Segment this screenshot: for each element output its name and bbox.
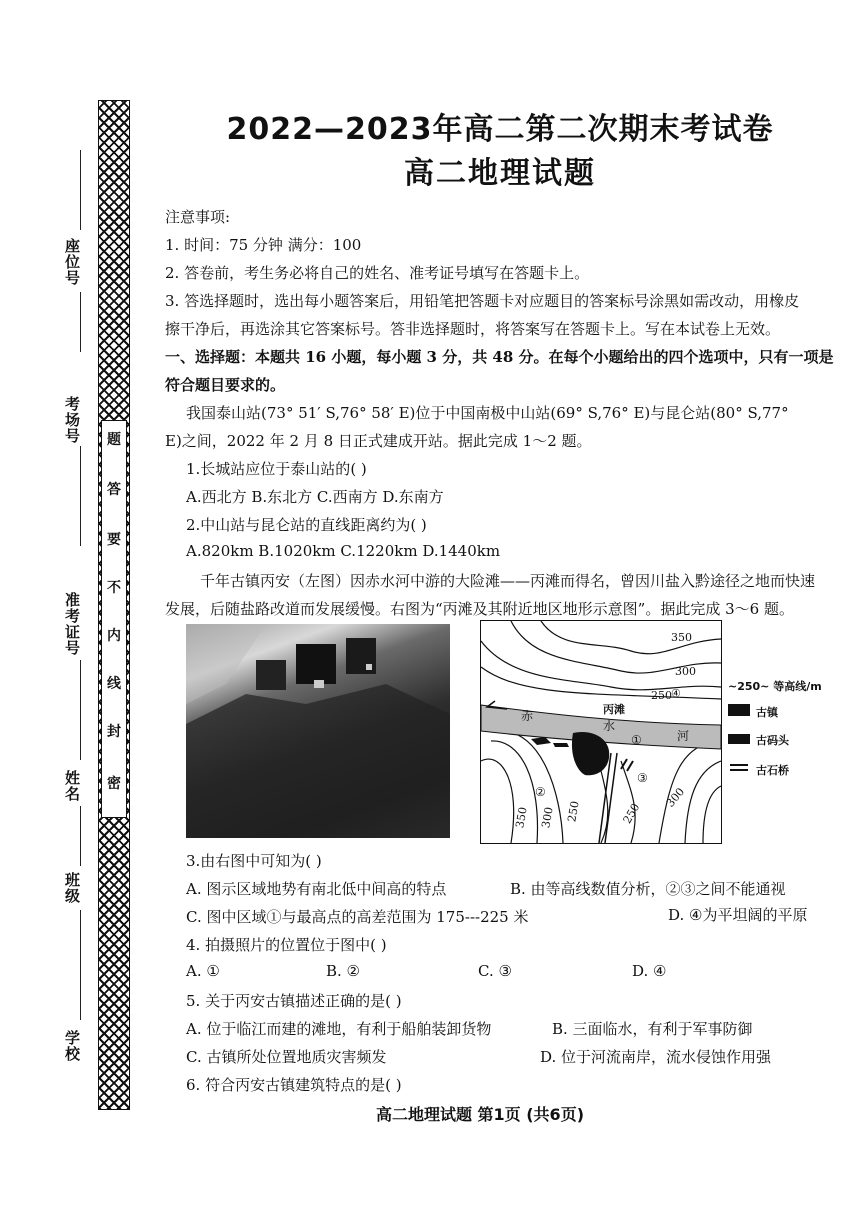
legend-town-swatch — [728, 704, 750, 716]
contour-label: 250 — [620, 801, 643, 826]
passage2-line2: 发展，后随盐路改道而发展缓慢。右图为“丙滩及其附近地区地形示意图”。据此完成 3～6 题。 — [165, 600, 794, 618]
q5-option-a: A. 位于临江而建的滩地，有利于船舶装卸货物 — [186, 1020, 492, 1038]
class-underline[interactable] — [80, 910, 81, 1020]
section-heading: 一、选择题：本题共 16 小题，每小题 3 分，共 48 分。在每个小题给出的四个选项中，只有一项是 — [165, 348, 834, 366]
seat-label: 座位号 — [63, 238, 81, 286]
q4-stem: 4. 拍摄照片的位置位于图中( ) — [186, 936, 387, 954]
river-char: 赤 — [521, 709, 534, 723]
contour-label: 300 — [663, 785, 688, 810]
seal-char: 封 — [107, 724, 121, 740]
q4-option-a: A. ① — [186, 962, 220, 980]
terrain-map — [480, 620, 722, 844]
section-heading-cont: 符合题目要求的。 — [165, 376, 286, 394]
exam-subtitle: 高二地理试题 — [404, 156, 596, 191]
passage1-line2: E)之间，2022 年 2 月 8 日正式建成开站。据此完成 1～2 题。 — [165, 432, 592, 450]
legend-bridge-swatch — [730, 764, 748, 766]
page-footer: 高二地理试题 第1页 (共6页) — [375, 1105, 585, 1124]
q3-option-b: B. 由等高线数值分析，②③之间不能通视 — [510, 880, 786, 898]
contour-label: 350 — [671, 631, 692, 644]
river-char: 河 — [677, 729, 690, 743]
contour-label: 250 — [651, 689, 672, 702]
q3-option-a: A. 图示区域地势有南北低中间高的特点 — [186, 880, 447, 898]
note-3a: 3. 答选择题时，选出每小题答案后，用铅笔把答题卡对应题目的答案标号涂黑如需改动，用橡皮 — [165, 292, 800, 310]
note-2: 2. 答卷前，考生务必将自己的姓名、准考证号填写在答题卡上。 — [165, 264, 590, 282]
notes-heading: 注意事项: — [165, 208, 231, 226]
legend-bridge: 古石桥 — [756, 764, 789, 777]
exam-title: 2022—2023年高二第二次期末考试卷 — [226, 112, 774, 147]
seat-underline[interactable] — [80, 150, 81, 230]
legend-dock-swatch — [728, 734, 750, 744]
town-photo — [186, 624, 450, 838]
seal-char: 要 — [107, 532, 121, 548]
point-4-marker: ④ — [671, 687, 681, 700]
seal-char: 答 — [107, 482, 121, 498]
name-underline[interactable] — [80, 806, 81, 866]
room-label: 考场号 — [63, 396, 81, 444]
legend-contour: ~250~ 等高线/m — [728, 680, 822, 693]
class-label: 班级 — [63, 872, 81, 904]
seal-char: 不 — [107, 580, 121, 596]
exam-id-underline[interactable] — [80, 660, 81, 760]
q6-stem: 6. 符合丙安古镇建筑特点的是( ) — [186, 1076, 402, 1094]
seat-underline-2 — [80, 292, 81, 352]
seal-char: 题 — [107, 432, 121, 448]
passage1-line1: 我国泰山站(73° 51′ S,76° 58′ E)位于中国南极中山站(69° S,76° E)与昆仑站(80° S,77° — [186, 404, 789, 422]
note-1: 1. 时间：75 分钟 满分：100 — [165, 236, 362, 254]
school-label: 学校 — [63, 1030, 81, 1062]
passage2-line1: 千年古镇丙安（左图）因赤水河中游的大险滩——丙滩而得名，曾因川盐入黔途径之地而快速 — [200, 572, 816, 590]
name-label: 姓名 — [63, 770, 81, 802]
contour-label: 250 — [565, 800, 582, 823]
q3-stem: 3.由右图中可知为( ) — [186, 852, 322, 870]
q5-stem: 5. 关于丙安古镇描述正确的是( ) — [186, 992, 402, 1010]
q1-options: A.西北方 B.东北方 C.西南方 D.东南方 — [186, 488, 444, 506]
q2-options: A.820km B.1020km C.1220km D.1440km — [186, 542, 501, 560]
seal-char: 密 — [107, 776, 121, 792]
q5-option-c: C. 古镇所处位置地质灾害频发 — [186, 1048, 387, 1066]
q3-option-d: D. ④为平坦阔的平原 — [668, 906, 808, 924]
q4-option-d: D. ④ — [632, 962, 667, 980]
seal-char: 内 — [107, 628, 121, 644]
seal-char: 线 — [107, 676, 121, 692]
q3-option-c: C. 图中区域①与最高点的高差范围为 175---225 米 — [186, 908, 529, 926]
contour-label: 350 — [513, 806, 530, 829]
note-3b: 擦干净后，再选涂其它答案标号。答非选择题时，将答案写在答题卡上。写在本试卷上无效。 — [165, 320, 781, 338]
river-char: 水 — [603, 719, 616, 733]
town-photo-art — [186, 624, 450, 838]
point-1-marker: ① — [631, 733, 642, 747]
contour-label: 300 — [539, 806, 556, 829]
q5-option-b: B. 三面临水，有利于军事防御 — [552, 1020, 753, 1038]
point-3-marker: ③ — [637, 771, 648, 785]
bingtan-label: 丙滩 — [603, 703, 625, 716]
exam-id-label: 准考证号 — [63, 592, 81, 656]
q4-option-c: C. ③ — [478, 962, 512, 980]
legend-dock: 古码头 — [756, 734, 789, 747]
contour-label: 300 — [675, 665, 696, 678]
q5-option-d: D. 位于河流南岸，流水侵蚀作用强 — [540, 1048, 772, 1066]
q2-stem: 2.中山站与昆仑站的直线距离约为( ) — [186, 516, 427, 534]
q1-stem: 1.长城站应位于泰山站的( ) — [186, 460, 367, 478]
point-2-marker: ② — [535, 785, 546, 799]
room-underline[interactable] — [80, 446, 81, 546]
q4-option-b: B. ② — [326, 962, 361, 980]
legend-town: 古镇 — [756, 706, 778, 719]
seal-text-panel — [101, 420, 127, 818]
